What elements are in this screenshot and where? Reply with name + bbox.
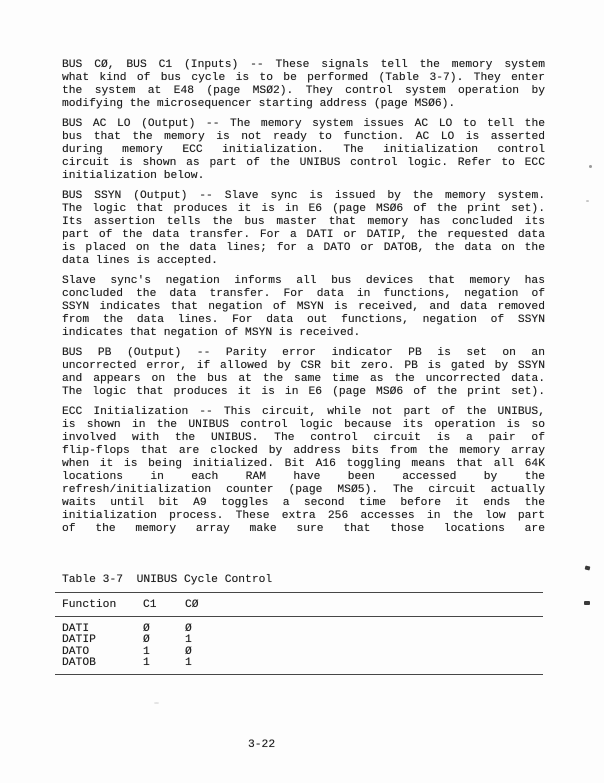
text-line: concluded the data transfer. For data in functions, negation of	[62, 288, 545, 300]
text-line: modifying the microsequencer starting address (page MSØ6).	[62, 98, 456, 110]
text-line: locations in each RAM have been accessed by the	[62, 471, 545, 483]
text-line: during memory ECC initialization. The initialization control	[62, 144, 545, 156]
table-cell: DATOB	[62, 656, 96, 669]
table-cell: Ø	[185, 645, 192, 658]
scan-speck	[586, 200, 589, 202]
paragraph	[62, 347, 545, 399]
paragraph	[62, 59, 545, 111]
table-cell: Ø	[143, 634, 150, 647]
scan-speck	[585, 565, 591, 570]
text-line: ECC Initialization -- This circuit, while not part of the UNIBUS,	[62, 406, 545, 418]
text-line: is shown in the UNIBUS control logic because its operation is so	[62, 419, 545, 431]
text-line: The logic that produces it is in E6 (page MSØ6 of the print set).	[62, 386, 545, 398]
paragraph	[62, 190, 545, 268]
table-3-7	[55, 574, 543, 675]
text-line: involved with the UNIBUS. The control circuit is a pair of	[62, 432, 545, 444]
table-row	[55, 647, 543, 658]
table-row	[55, 624, 543, 635]
table-cell: 1	[185, 656, 192, 669]
table-rule-middle	[55, 616, 543, 617]
text-line: Slave sync's negation informs all bus devices that memory has	[62, 275, 545, 287]
text-line: SSYN indicates that negation of MSYN is received, and data removed	[62, 301, 545, 313]
table-cell: DATI	[62, 623, 90, 635]
text-line: initialization below.	[62, 170, 205, 182]
text-line: and appears on the bus at the same time as the uncorrected data.	[62, 373, 545, 385]
text-line: data lines is accepted.	[62, 255, 218, 267]
page-number: 3-22	[248, 739, 276, 751]
scan-speck	[154, 702, 159, 704]
table-cell: Ø	[143, 623, 150, 635]
text-line: Its assertion tells the bus master that memory has concluded its	[62, 216, 545, 228]
paragraph	[62, 118, 545, 183]
paragraph	[62, 275, 545, 340]
text-line: waits until bit A9 toggles a second time before it ends the	[62, 497, 545, 509]
table-rule-bottom	[55, 674, 543, 675]
table-cell: DATO	[62, 645, 90, 658]
table-header-row	[55, 599, 543, 612]
text-line: from the data lines. For data out functions, negation of SSYN	[62, 314, 545, 326]
column-header-c0: CØ	[185, 599, 199, 611]
text-line: the system at E48 (page MSØ2). They control system operation by	[62, 85, 545, 97]
text-line: refresh/initialization counter (page MSØ5). The circuit actually	[62, 484, 545, 496]
table-cell: DATIP	[62, 634, 96, 647]
table-cell: Ø	[185, 623, 192, 635]
text-line: BUS AC LO (Output) -- The memory system issues AC LO to tell the	[62, 118, 545, 130]
text-line: uncorrected error, if allowed by CSR bit zero. PB is gated by SSYN	[62, 360, 545, 372]
text-line: BUS CØ, BUS C1 (Inputs) -- These signals tell the memory system	[62, 59, 545, 71]
scan-speck	[589, 165, 592, 168]
text-line: is placed on the data lines; for a DATO or DATOB, the data on the	[62, 242, 545, 254]
text-line: when it is being initialized. Bit A16 toggling means that all 64K	[62, 458, 545, 470]
table-row	[55, 658, 543, 669]
table-body	[55, 624, 543, 669]
body-text	[62, 59, 545, 543]
table-rule-top	[55, 592, 543, 593]
column-header-c1: C1	[143, 599, 157, 611]
table-title: Table 3-7 UNIBUS Cycle Control	[62, 574, 273, 586]
text-line: initialization process. These extra 256 accesses in the low part	[62, 510, 545, 522]
text-line: bus that the memory is not ready to function. AC LO is asserted	[62, 131, 545, 143]
table-cell: 1	[143, 656, 150, 669]
text-line: indicates that negation of MSYN is received.	[62, 327, 361, 339]
table-row	[55, 635, 543, 646]
text-line: circuit is shown as part of the UNIBUS control logic. Refer to ECC	[62, 157, 545, 169]
text-line: flip-flops that are clocked by address bits from the memory array	[62, 445, 545, 457]
text-line: part of the data transfer. For a DATI or DATIP, the requested data	[62, 229, 545, 241]
column-header-function: Function	[62, 599, 117, 611]
scan-speck	[584, 601, 590, 605]
paragraph	[62, 406, 545, 536]
table-cell: 1	[185, 634, 192, 647]
text-line: of the memory array make sure that those locations are	[62, 523, 545, 535]
text-line: what kind of bus cycle is to be performed (Table 3-7). They enter	[62, 72, 545, 84]
text-line: BUS PB (Output) -- Parity error indicator PB is set on an	[62, 347, 545, 359]
text-line: The logic that produces it is in E6 (page MSØ6 of the print set).	[62, 203, 545, 215]
text-line: BUS SSYN (Output) -- Slave sync is issued by the memory system.	[62, 190, 545, 202]
table-cell: 1	[143, 645, 150, 658]
